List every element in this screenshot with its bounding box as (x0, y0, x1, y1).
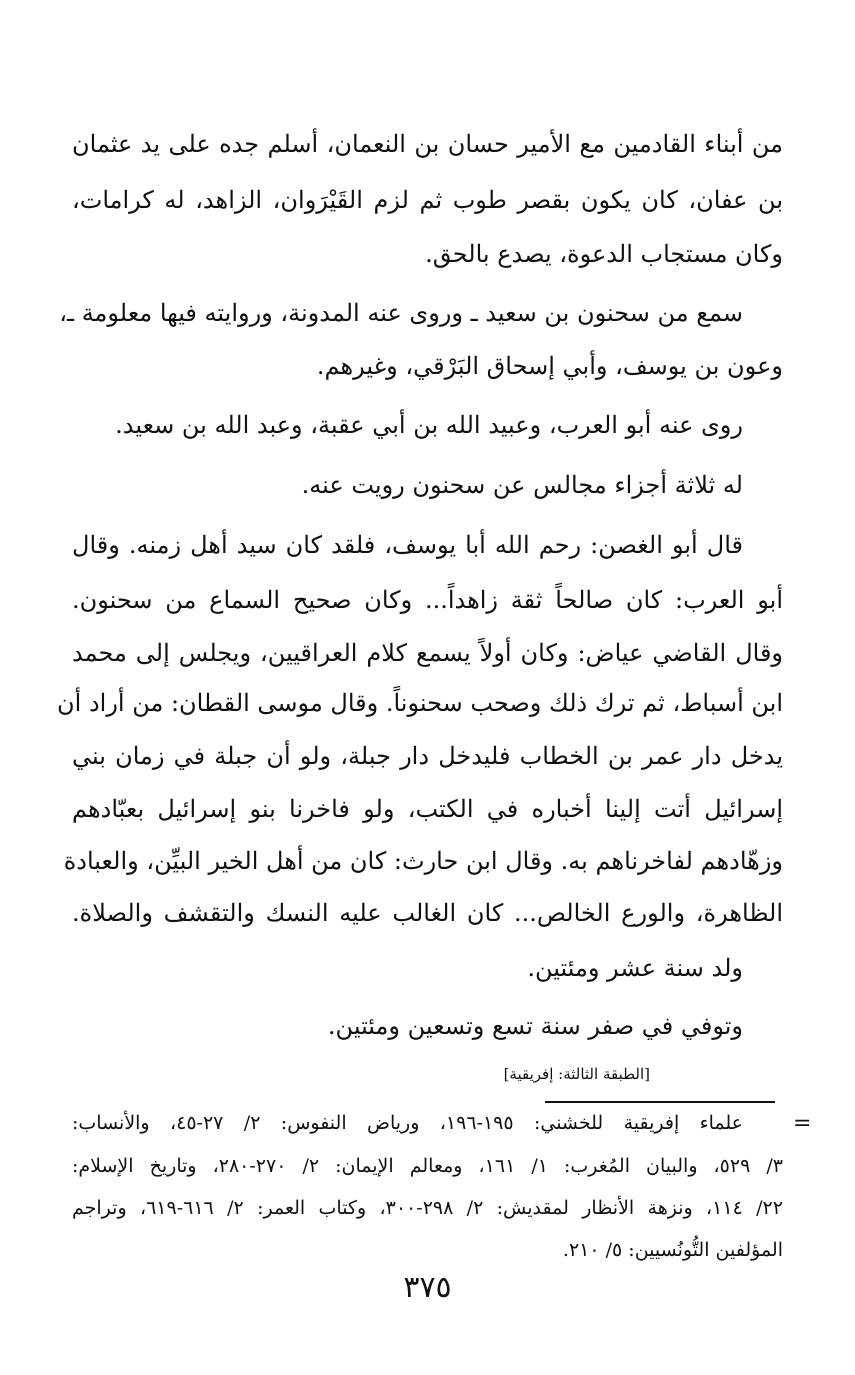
paragraph-4: له ثلاثة أجزاء مجالس عن سحنون رويت عنه. (301, 471, 743, 499)
footnote-line-1: علماء إفريقية للخشني: ١٩٥-١٩٦، ورياض النفوس: ٢/ ٢٧-٤٥، والأنساب: (72, 1112, 743, 1134)
paragraph-5-line-8: الظاهرة، والورع الخالص... كان الغالب عليه النسك والتقشف والصلاة. (72, 899, 783, 927)
paragraph-2-line-1: سمع من سحنون بن سعيد ـ وروى عنه المدونة، وروايته فيها معلومة ـ، (59, 299, 743, 327)
paragraph-5-line-7: وزهّادهم لفاخرناهم به. وقال ابن حارث: كان من أهل الخير البيِّن، والعبادة (63, 847, 783, 875)
paragraph-5-line-4: ابن أسباط، ثم ترك ذلك وصحب سحنوناً. وقال موسى القطان: من أراد أن (57, 689, 783, 717)
section-tag: [الطبقة الثالثة: إفريقية] (503, 1065, 650, 1083)
paragraph-2-line-2: وعون بن يوسف، وأبي إسحاق البَرْقي، وغيرهم. (316, 352, 783, 380)
paragraph-5-line-1: قال أبو الغصن: رحم الله أبا يوسف، فلقد كان سيد أهل زمنه. وقال (72, 531, 743, 559)
paragraph-5-line-3: وقال القاضي عياض: وكان أولاً يسمع كلام العراقيين، ويجلس إلى محمد (72, 639, 783, 667)
footnote-line-3: ٢٢/ ١١٤، ونزهة الأنظار لمقديش: ٢/ ٢٩٨-٣٠٠، وكتاب العمر: ٢/ ٦١٦-٦١٩، وتراجم (72, 1197, 783, 1219)
paragraph-5-line-5: يدخل دار عمر بن الخطاب فليدخل دار جبلة، ولو أن جبلة في زمان بني (72, 742, 784, 770)
footnote-line-2: ٣/ ٥٢٩، والبيان المُغرب: ١/ ١٦١، ومعالم الإيمان: ٢/ ٢٧٠-٢٨٠، وتاريخ الإسلام: (72, 1155, 783, 1177)
paragraph-6: ولد سنة عشر ومئتين. (527, 954, 743, 982)
paragraph-1-line-3: وكان مستجاب الدعوة، يصدع بالحق. (425, 240, 783, 268)
paragraph-5-line-2: أبو العرب: كان صالحاً ثقة زاهداً... وكان صحيح السماع من سحنون. (72, 586, 783, 614)
footnote-line-4: المؤلفين التُّونُسيين: ٥/ ٢١٠. (562, 1239, 783, 1261)
paragraph-1-line-2: بن عفان، كان يكون بقصر طوب ثم لزم القَيْرَوان، الزاهد، له كرامات، (72, 186, 783, 214)
paragraph-7: وتوفي في صفر سنة تسع وتسعين ومئتين. (327, 1012, 743, 1040)
footnote-divider (545, 1101, 775, 1103)
footnote-continuation-marker: = (793, 1111, 812, 1136)
paragraph-3: روى عنه أبو العرب، وعبيد الله بن أبي عقبة، وعبد الله بن سعيد. (115, 411, 743, 439)
paragraph-5-line-6: إسرائيل أتت إلينا أخباره في الكتب، ولو فاخرنا بنو إسرائيل بعبّادهم (72, 795, 783, 823)
page-number: ٣٧٥ (403, 1270, 452, 1305)
paragraph-1-line-1: من أبناء القادمين مع الأمير حسان بن النعمان، أسلم جده على يد عثمان (72, 130, 783, 158)
